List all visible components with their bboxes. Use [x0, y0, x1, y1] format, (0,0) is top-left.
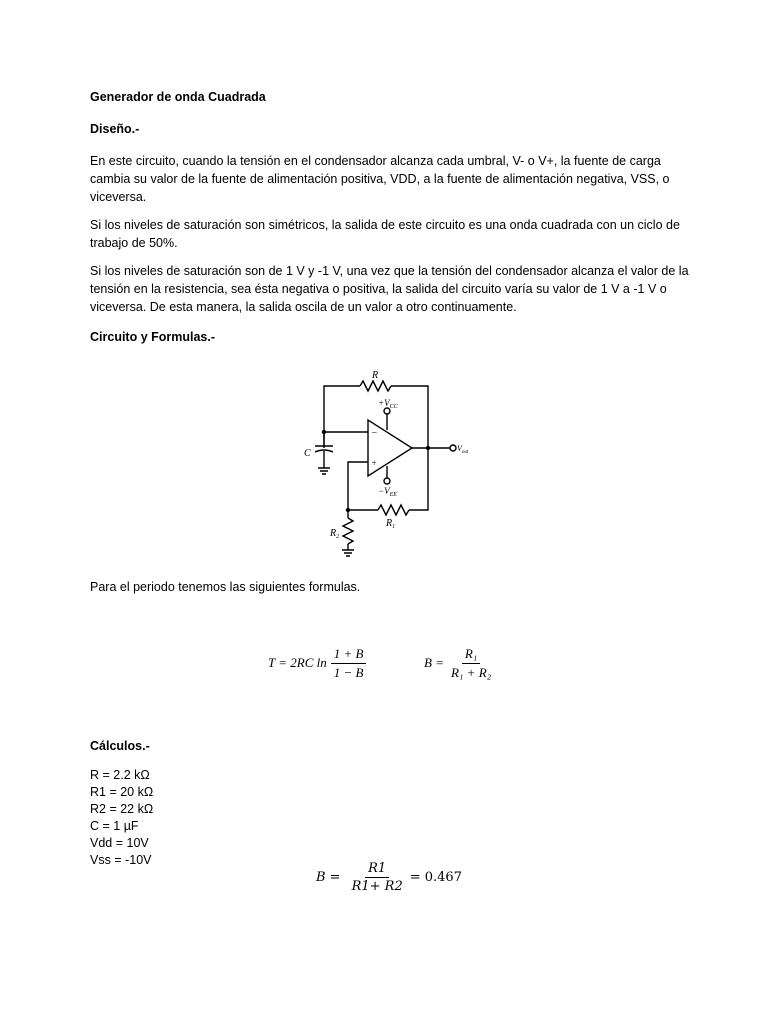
- label-r2: $R_2$: [330, 528, 340, 540]
- value-r: R = 2.2 kΩ: [90, 768, 150, 782]
- value-r2: R2 = 22 kΩ: [90, 802, 154, 816]
- label-vout: $V_{out}$: [457, 444, 469, 455]
- design-paragraph-1: En este circuito, cuando la tensión en el condensador alcanza cada umbral, V- o V+, la fuente de carga cambia su valor de la fuente de alimentación positiva, VDD, a la fuente de alimentación negativa, VSS, o viceversa.: [90, 154, 670, 204]
- document-title: Generador de onda Cuadrada: [90, 90, 266, 104]
- b-calculation: B = $\frac{R1}{R1+ R2}$ = 0.467: [316, 860, 462, 894]
- document-body: [90, 88, 690, 360]
- value-vss: Vss = -10V: [90, 853, 152, 867]
- design-paragraph-2: Si los niveles de saturación son simétricos, la salida de este circuito es una onda cuadrada con un ciclo de trabajo de 50%.: [90, 218, 680, 250]
- value-vdd: Vdd = 10V: [90, 836, 149, 850]
- node-dot: [426, 446, 430, 450]
- design-heading: Diseño.-: [90, 122, 140, 136]
- square-wave-circuit-diagram: [300, 368, 490, 560]
- label-vee: $-V_{EE}$: [378, 486, 397, 498]
- value-c: C = 1 µF: [90, 819, 139, 833]
- calculations-section: [90, 738, 153, 869]
- label-c: C: [304, 448, 311, 459]
- label-noninverting: +: [371, 458, 378, 468]
- period-formula: T = 2RC ln $\frac{1 + B}{1 - B}$: [268, 640, 366, 686]
- b-formula: B = $\frac{\text{R₁}}{\text{R₁ + R₂}}$: [424, 645, 492, 680]
- label-r: R: [372, 370, 379, 381]
- node-dot: [346, 508, 350, 512]
- node-dot: [322, 430, 326, 434]
- calculations-heading: Cálculos.-: [90, 739, 150, 753]
- b-result: = 0.467: [409, 869, 462, 885]
- label-vcc: $+V_{CC}$: [378, 398, 398, 410]
- design-paragraph-3: Si los niveles de saturación son de 1 V y -1 V, una vez que la tensión del condensador alcanza el valor de la tensión en la resistencia, sea ésta negativa o positiva, la salida del circuito varía su valor de 1 V a -1 V o viceversa. De esta manera, la salida oscila de un valor a otro continuamente.: [90, 264, 689, 314]
- value-r1: R1 = 20 kΩ: [90, 785, 154, 799]
- formulas-row: [0, 640, 768, 690]
- label-r1: $R_1$: [386, 518, 396, 530]
- label-inverting: −: [371, 428, 378, 439]
- circuit-heading: Circuito y Formulas.-: [90, 330, 216, 344]
- period-text: Para el periodo tenemos las siguientes formulas.: [90, 580, 361, 594]
